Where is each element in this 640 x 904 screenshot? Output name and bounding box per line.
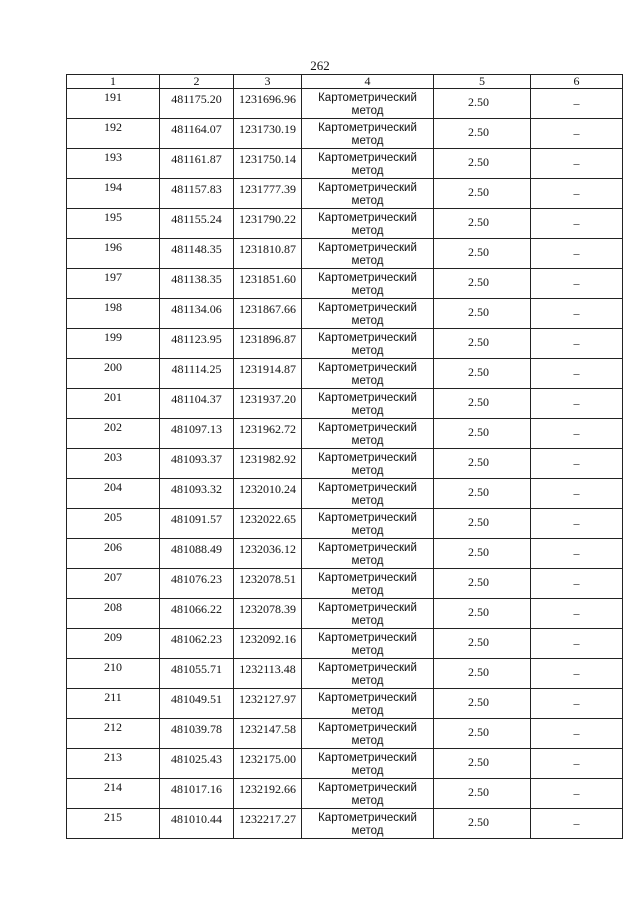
error-cell: 2.50 xyxy=(434,389,531,419)
x-coordinate-cell: 481091.57 xyxy=(160,509,234,539)
x-coordinate-cell: 481097.13 xyxy=(160,419,234,449)
note-cell: – xyxy=(531,299,623,329)
table-body xyxy=(67,89,623,839)
method-line-2: метод xyxy=(351,285,384,297)
y-coordinate-cell: 1231867.66 xyxy=(234,299,302,329)
x-coordinate-cell: 481049.51 xyxy=(160,689,234,719)
x-coordinate-cell: 481066.22 xyxy=(160,599,234,629)
note-cell: – xyxy=(531,749,623,779)
method-line-2: метод xyxy=(351,705,384,717)
table-row xyxy=(67,419,623,449)
table-row xyxy=(67,689,623,719)
method-cell xyxy=(302,209,434,239)
point-number-cell: 209 xyxy=(67,629,160,659)
y-coordinate-cell: 1232036.12 xyxy=(234,539,302,569)
method-cell xyxy=(302,449,434,479)
x-coordinate-cell: 481010.44 xyxy=(160,809,234,839)
y-coordinate-cell: 1231851.60 xyxy=(234,269,302,299)
method-cell xyxy=(302,689,434,719)
y-coordinate-cell: 1231962.72 xyxy=(234,419,302,449)
y-coordinate-cell: 1232078.51 xyxy=(234,569,302,599)
error-cell: 2.50 xyxy=(434,659,531,689)
method-line-1: Картометрический xyxy=(318,482,417,494)
table-row xyxy=(67,509,623,539)
method-line-1: Картометрический xyxy=(318,152,417,164)
note-cell: – xyxy=(531,629,623,659)
coordinates-table xyxy=(66,74,623,839)
point-number-cell: 199 xyxy=(67,329,160,359)
table-row xyxy=(67,209,623,239)
note-cell: – xyxy=(531,449,623,479)
note-cell: – xyxy=(531,329,623,359)
x-coordinate-cell: 481157.83 xyxy=(160,179,234,209)
note-cell: – xyxy=(531,389,623,419)
x-coordinate-cell: 481039.78 xyxy=(160,719,234,749)
column-header-5: 5 xyxy=(434,75,531,89)
method-cell xyxy=(302,149,434,179)
method-line-2: метод xyxy=(351,795,384,807)
error-cell: 2.50 xyxy=(434,779,531,809)
note-cell: – xyxy=(531,359,623,389)
point-number-cell: 200 xyxy=(67,359,160,389)
point-number-cell: 191 xyxy=(67,89,160,119)
method-line-2: метод xyxy=(351,555,384,567)
table-row xyxy=(67,599,623,629)
y-coordinate-cell: 1232092.16 xyxy=(234,629,302,659)
x-coordinate-cell: 481161.87 xyxy=(160,149,234,179)
method-line-1: Картометрический xyxy=(318,362,417,374)
method-line-1: Картометрический xyxy=(318,542,417,554)
table-row xyxy=(67,359,623,389)
point-number-cell: 202 xyxy=(67,419,160,449)
point-number-cell: 192 xyxy=(67,119,160,149)
point-number-cell: 197 xyxy=(67,269,160,299)
column-header-2: 2 xyxy=(160,75,234,89)
note-cell: – xyxy=(531,149,623,179)
note-cell: – xyxy=(531,569,623,599)
point-number-cell: 204 xyxy=(67,479,160,509)
note-cell: – xyxy=(531,239,623,269)
x-coordinate-cell: 481123.95 xyxy=(160,329,234,359)
table-header-row xyxy=(67,75,623,89)
point-number-cell: 214 xyxy=(67,779,160,809)
method-line-1: Картометрический xyxy=(318,272,417,284)
error-cell: 2.50 xyxy=(434,809,531,839)
method-line-2: метод xyxy=(351,345,384,357)
y-coordinate-cell: 1231730.19 xyxy=(234,119,302,149)
table-row xyxy=(67,119,623,149)
point-number-cell: 208 xyxy=(67,599,160,629)
table-row xyxy=(67,659,623,689)
note-cell: – xyxy=(531,689,623,719)
y-coordinate-cell: 1232147.58 xyxy=(234,719,302,749)
error-cell: 2.50 xyxy=(434,269,531,299)
method-line-2: метод xyxy=(351,165,384,177)
point-number-cell: 203 xyxy=(67,449,160,479)
error-cell: 2.50 xyxy=(434,629,531,659)
method-line-1: Картометрический xyxy=(318,812,417,824)
method-line-2: метод xyxy=(351,405,384,417)
table-row xyxy=(67,749,623,779)
method-cell xyxy=(302,239,434,269)
error-cell: 2.50 xyxy=(434,239,531,269)
table-row xyxy=(67,539,623,569)
point-number-cell: 196 xyxy=(67,239,160,269)
table-row xyxy=(67,89,623,119)
table-row xyxy=(67,389,623,419)
note-cell: – xyxy=(531,479,623,509)
y-coordinate-cell: 1231810.87 xyxy=(234,239,302,269)
page-number: 262 xyxy=(310,58,330,73)
error-cell: 2.50 xyxy=(434,569,531,599)
y-coordinate-cell: 1232113.48 xyxy=(234,659,302,689)
method-cell xyxy=(302,299,434,329)
error-cell: 2.50 xyxy=(434,419,531,449)
x-coordinate-cell: 481088.49 xyxy=(160,539,234,569)
note-cell: – xyxy=(531,509,623,539)
y-coordinate-cell: 1231696.96 xyxy=(234,89,302,119)
y-coordinate-cell: 1231777.39 xyxy=(234,179,302,209)
point-number-cell: 207 xyxy=(67,569,160,599)
note-cell: – xyxy=(531,179,623,209)
x-coordinate-cell: 481148.35 xyxy=(160,239,234,269)
method-line-2: метод xyxy=(351,225,384,237)
point-number-cell: 193 xyxy=(67,149,160,179)
point-number-cell: 195 xyxy=(67,209,160,239)
method-line-1: Картометрический xyxy=(318,182,417,194)
method-cell xyxy=(302,479,434,509)
y-coordinate-cell: 1231896.87 xyxy=(234,329,302,359)
note-cell: – xyxy=(531,599,623,629)
method-cell xyxy=(302,749,434,779)
x-coordinate-cell: 481104.37 xyxy=(160,389,234,419)
method-cell xyxy=(302,419,434,449)
error-cell: 2.50 xyxy=(434,89,531,119)
y-coordinate-cell: 1231982.92 xyxy=(234,449,302,479)
method-cell xyxy=(302,119,434,149)
method-line-1: Картометрический xyxy=(318,422,417,434)
y-coordinate-cell: 1232078.39 xyxy=(234,599,302,629)
method-line-2: метод xyxy=(351,495,384,507)
column-header-4: 4 xyxy=(302,75,434,89)
method-cell xyxy=(302,659,434,689)
method-line-1: Картометрический xyxy=(318,452,417,464)
x-coordinate-cell: 481017.16 xyxy=(160,779,234,809)
point-number-cell: 194 xyxy=(67,179,160,209)
method-line-2: метод xyxy=(351,135,384,147)
error-cell: 2.50 xyxy=(434,359,531,389)
method-line-2: метод xyxy=(351,105,384,117)
method-line-2: метод xyxy=(351,735,384,747)
table-row xyxy=(67,719,623,749)
method-cell xyxy=(302,809,434,839)
method-line-2: метод xyxy=(351,765,384,777)
point-number-cell: 212 xyxy=(67,719,160,749)
method-line-1: Картометрический xyxy=(318,242,417,254)
x-coordinate-cell: 481093.37 xyxy=(160,449,234,479)
y-coordinate-cell: 1231750.14 xyxy=(234,149,302,179)
error-cell: 2.50 xyxy=(434,149,531,179)
method-line-1: Картометрический xyxy=(318,302,417,314)
error-cell: 2.50 xyxy=(434,179,531,209)
method-cell xyxy=(302,539,434,569)
y-coordinate-cell: 1232192.66 xyxy=(234,779,302,809)
method-line-2: метод xyxy=(351,615,384,627)
point-number-cell: 210 xyxy=(67,659,160,689)
error-cell: 2.50 xyxy=(434,749,531,779)
method-line-1: Картометрический xyxy=(318,572,417,584)
x-coordinate-cell: 481114.25 xyxy=(160,359,234,389)
method-line-1: Картометрический xyxy=(318,332,417,344)
table-row xyxy=(67,269,623,299)
method-cell xyxy=(302,719,434,749)
point-number-cell: 213 xyxy=(67,749,160,779)
x-coordinate-cell: 481062.23 xyxy=(160,629,234,659)
y-coordinate-cell: 1232127.97 xyxy=(234,689,302,719)
point-number-cell: 211 xyxy=(67,689,160,719)
note-cell: – xyxy=(531,209,623,239)
x-coordinate-cell: 481055.71 xyxy=(160,659,234,689)
error-cell: 2.50 xyxy=(434,329,531,359)
x-coordinate-cell: 481164.07 xyxy=(160,119,234,149)
method-line-1: Картометрический xyxy=(318,122,417,134)
method-line-2: метод xyxy=(351,315,384,327)
method-line-1: Картометрический xyxy=(318,392,417,404)
y-coordinate-cell: 1231790.22 xyxy=(234,209,302,239)
error-cell: 2.50 xyxy=(434,479,531,509)
point-number-cell: 206 xyxy=(67,539,160,569)
note-cell: – xyxy=(531,419,623,449)
note-cell: – xyxy=(531,269,623,299)
error-cell: 2.50 xyxy=(434,599,531,629)
method-line-2: метод xyxy=(351,375,384,387)
table-row xyxy=(67,569,623,599)
method-cell xyxy=(302,779,434,809)
point-number-cell: 198 xyxy=(67,299,160,329)
method-line-2: метод xyxy=(351,525,384,537)
method-line-1: Картометрический xyxy=(318,212,417,224)
method-line-2: метод xyxy=(351,195,384,207)
method-line-2: метод xyxy=(351,435,384,447)
note-cell: – xyxy=(531,779,623,809)
x-coordinate-cell: 481155.24 xyxy=(160,209,234,239)
y-coordinate-cell: 1231937.20 xyxy=(234,389,302,419)
method-line-1: Картометрический xyxy=(318,752,417,764)
method-line-2: метод xyxy=(351,645,384,657)
y-coordinate-cell: 1232010.24 xyxy=(234,479,302,509)
x-coordinate-cell: 481093.32 xyxy=(160,479,234,509)
table-row xyxy=(67,629,623,659)
method-line-1: Картометрический xyxy=(318,692,417,704)
method-line-2: метод xyxy=(351,255,384,267)
method-line-1: Картометрический xyxy=(318,662,417,674)
error-cell: 2.50 xyxy=(434,119,531,149)
table-row xyxy=(67,449,623,479)
error-cell: 2.50 xyxy=(434,509,531,539)
point-number-cell: 205 xyxy=(67,509,160,539)
error-cell: 2.50 xyxy=(434,689,531,719)
error-cell: 2.50 xyxy=(434,539,531,569)
table-row xyxy=(67,779,623,809)
x-coordinate-cell: 481076.23 xyxy=(160,569,234,599)
method-cell xyxy=(302,509,434,539)
x-coordinate-cell: 481025.43 xyxy=(160,749,234,779)
method-line-2: метод xyxy=(351,585,384,597)
x-coordinate-cell: 481134.06 xyxy=(160,299,234,329)
note-cell: – xyxy=(531,719,623,749)
column-header-6: 6 xyxy=(531,75,623,89)
y-coordinate-cell: 1232022.65 xyxy=(234,509,302,539)
x-coordinate-cell: 481175.20 xyxy=(160,89,234,119)
method-cell xyxy=(302,389,434,419)
note-cell: – xyxy=(531,119,623,149)
column-header-3: 3 xyxy=(234,75,302,89)
note-cell: – xyxy=(531,539,623,569)
table-row xyxy=(67,809,623,839)
error-cell: 2.50 xyxy=(434,719,531,749)
method-line-1: Картометрический xyxy=(318,722,417,734)
method-line-2: метод xyxy=(351,675,384,687)
method-line-2: метод xyxy=(351,465,384,477)
method-cell xyxy=(302,179,434,209)
method-cell xyxy=(302,89,434,119)
table-row xyxy=(67,479,623,509)
method-line-1: Картометрический xyxy=(318,632,417,644)
method-line-1: Картометрический xyxy=(318,512,417,524)
method-cell xyxy=(302,629,434,659)
method-cell xyxy=(302,269,434,299)
table-row xyxy=(67,149,623,179)
y-coordinate-cell: 1232175.00 xyxy=(234,749,302,779)
y-coordinate-cell: 1231914.87 xyxy=(234,359,302,389)
method-cell xyxy=(302,329,434,359)
note-cell: – xyxy=(531,89,623,119)
error-cell: 2.50 xyxy=(434,209,531,239)
method-cell xyxy=(302,569,434,599)
method-line-2: метод xyxy=(351,825,384,837)
column-header-1: 1 xyxy=(67,75,160,89)
table-row xyxy=(67,299,623,329)
note-cell: – xyxy=(531,809,623,839)
table-row xyxy=(67,179,623,209)
method-cell xyxy=(302,599,434,629)
y-coordinate-cell: 1232217.27 xyxy=(234,809,302,839)
error-cell: 2.50 xyxy=(434,449,531,479)
point-number-cell: 201 xyxy=(67,389,160,419)
method-cell xyxy=(302,359,434,389)
method-line-1: Картометрический xyxy=(318,782,417,794)
point-number-cell: 215 xyxy=(67,809,160,839)
method-line-1: Картометрический xyxy=(318,602,417,614)
method-line-1: Картометрический xyxy=(318,92,417,104)
table-row xyxy=(67,329,623,359)
x-coordinate-cell: 481138.35 xyxy=(160,269,234,299)
note-cell: – xyxy=(531,659,623,689)
table-row xyxy=(67,239,623,269)
error-cell: 2.50 xyxy=(434,299,531,329)
